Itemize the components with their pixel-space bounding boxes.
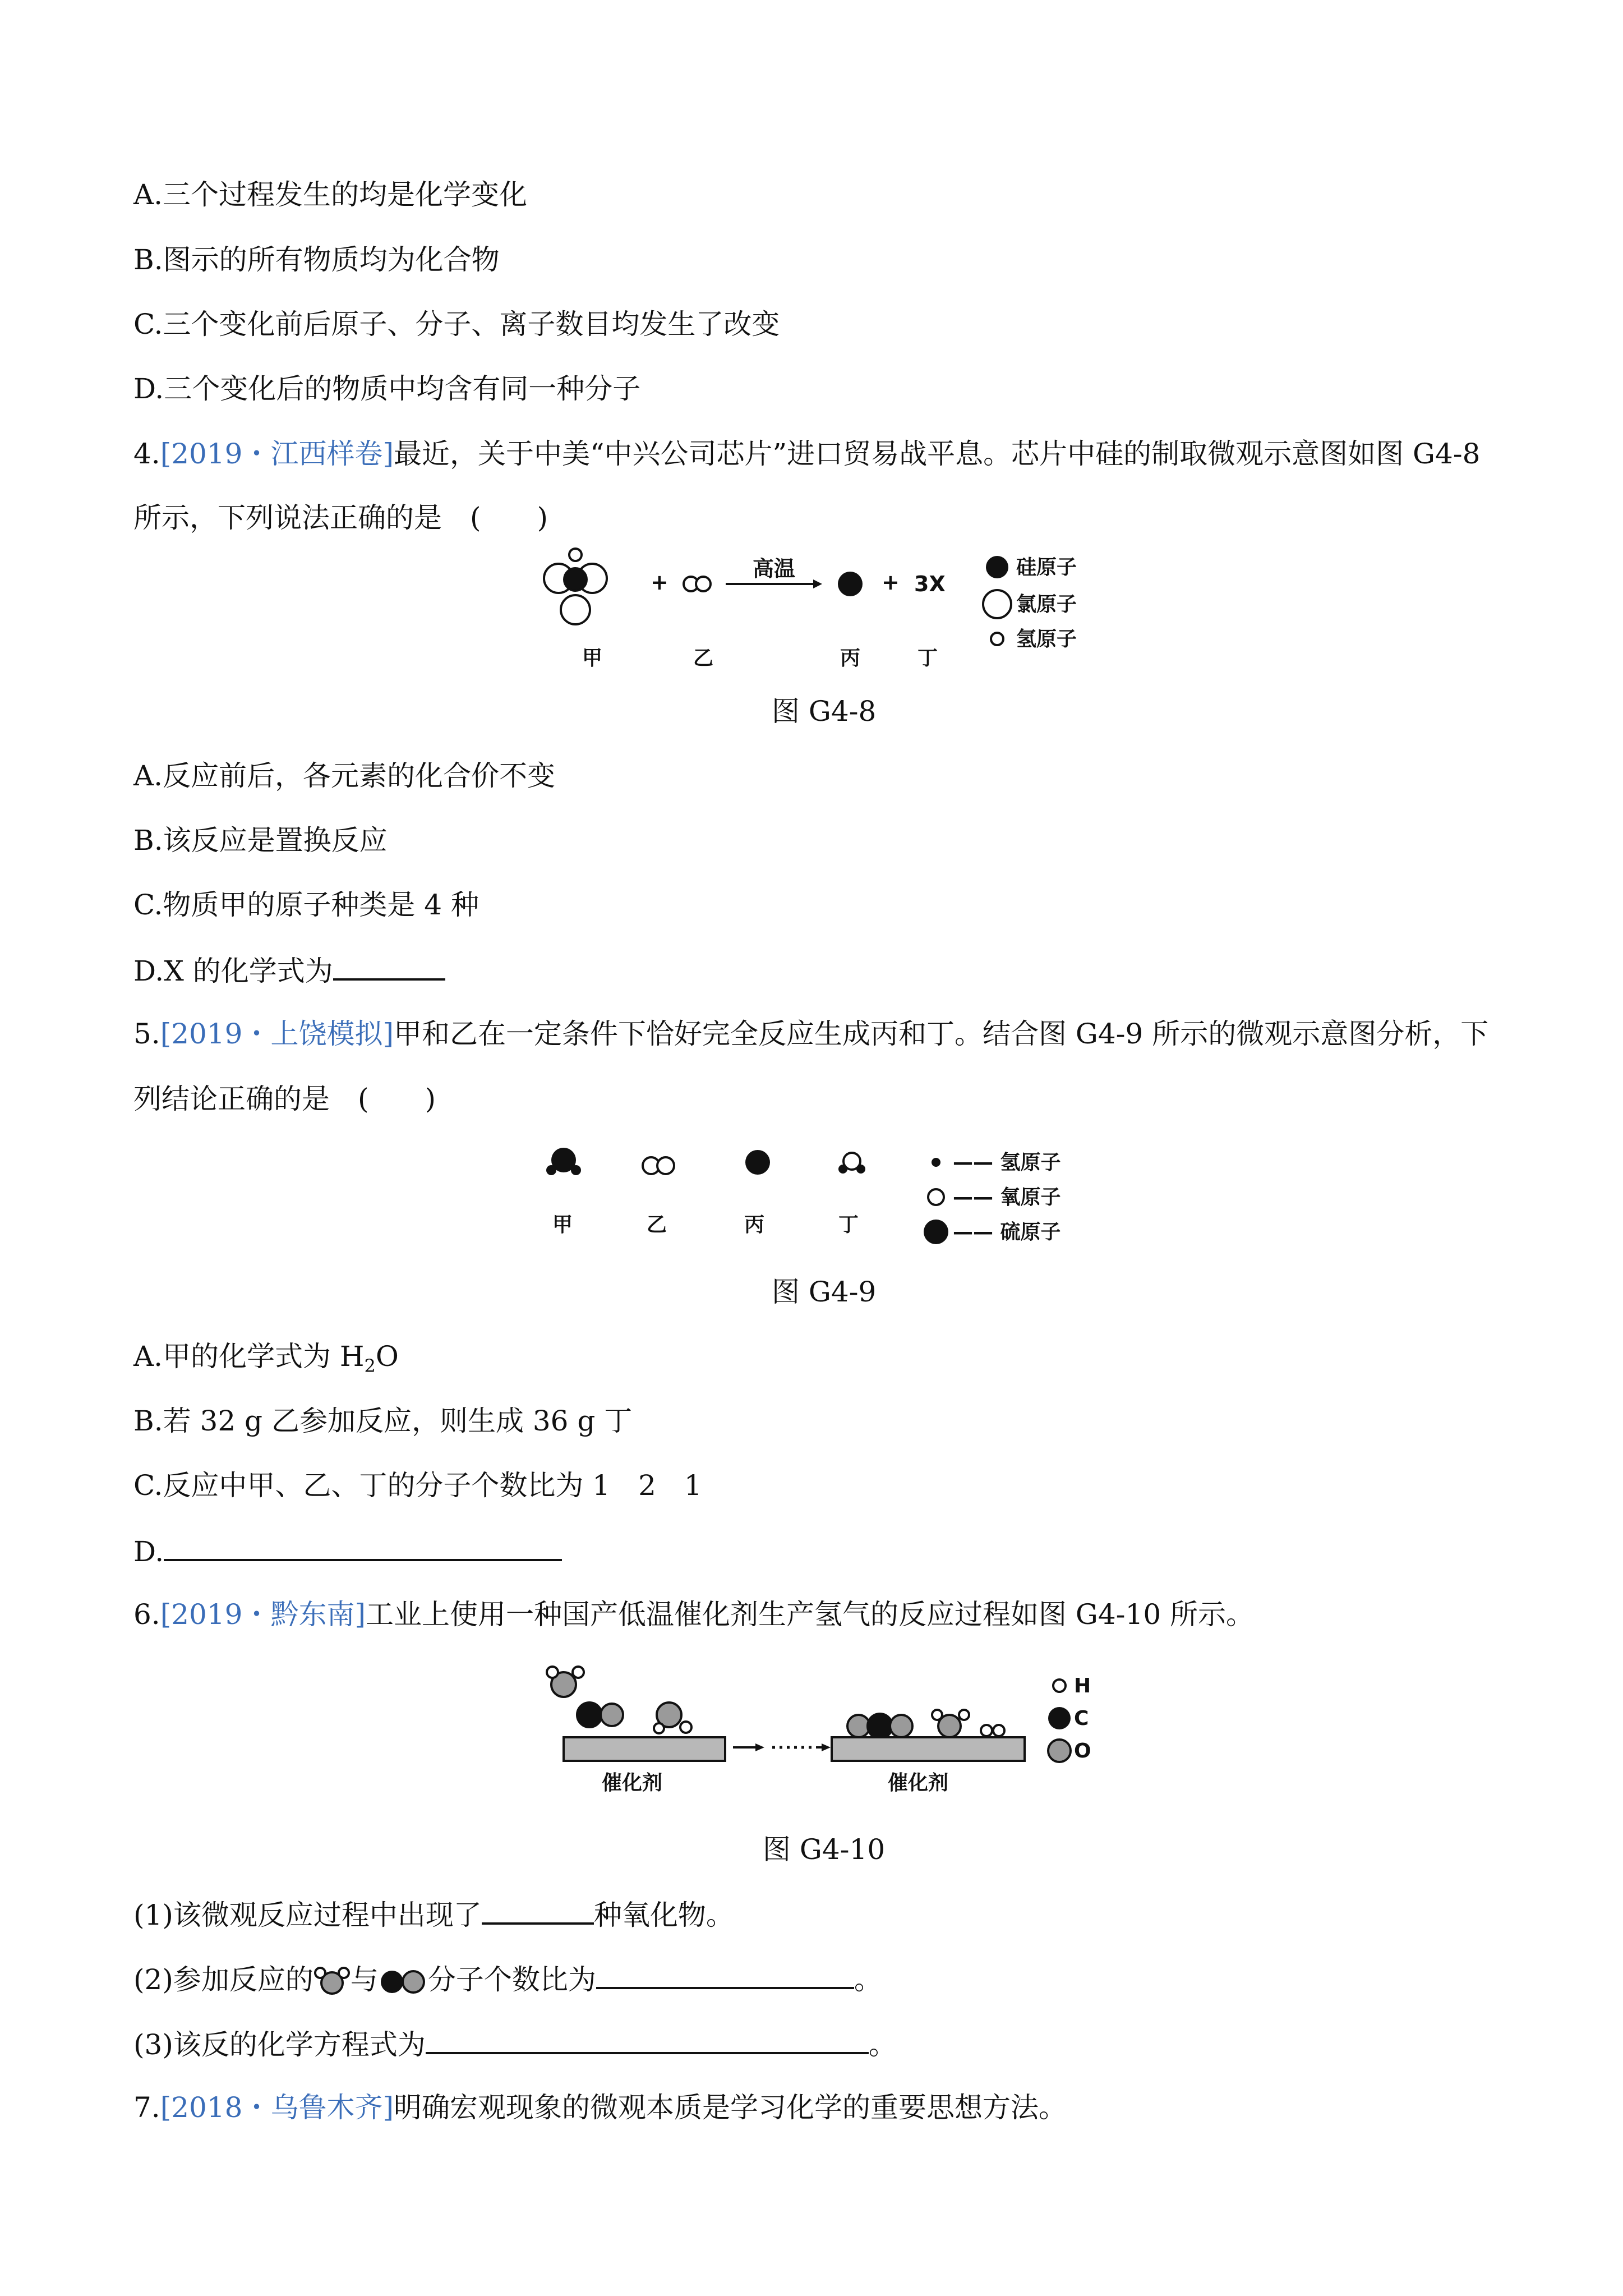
q4-option-d-text: D.X 的化学式为 (133, 955, 333, 987)
molecule-bing (838, 572, 863, 596)
catalyst-plate-right (832, 1737, 1025, 1761)
caption-g4-9: 图 G4-9 (772, 1276, 877, 1308)
answer-blank[interactable] (482, 1897, 594, 1925)
legend-o-icon (1048, 1740, 1071, 1762)
q6-number: 6. (133, 1598, 160, 1631)
label-jia: 甲 (552, 1213, 573, 1236)
q6-part1-suffix: 种氧化物。 (593, 1899, 734, 1931)
molecule-co-left (577, 1703, 623, 1727)
q6-source: [2019・黔东南] (160, 1598, 366, 1631)
q5-option-c: C.反应中甲、乙、丁的分子个数比为 1 2 1 (133, 1469, 702, 1502)
legend-h-icon (991, 633, 1003, 645)
q4-source: [2019・江西样卷] (160, 438, 394, 470)
q4-stem-line2: 所示，下列说法正确的是 ( ) (133, 501, 548, 534)
q4-stem-text: 最近，关于中美“中兴公司芯片”进口贸易战平息。芯片中硅的制取微观示意图如图 G4-8 (393, 438, 1481, 470)
label-ding: 丁 (917, 647, 938, 670)
q6-part2-end: 。 (854, 1963, 882, 1996)
q4-option-d (133, 953, 445, 988)
caption-g4-10: 图 G4-10 (763, 1833, 886, 1866)
legend-h-label: 氢原子 (1016, 628, 1077, 651)
legend-c-icon (1048, 1707, 1071, 1729)
legend-o-label: O (1074, 1740, 1091, 1763)
molecule-jia (546, 1148, 581, 1175)
legend-si-icon (986, 556, 1008, 578)
molecule-yi (684, 577, 711, 591)
q6-part2-suffix: 分子个数比为 (427, 1963, 596, 1996)
q4-option-a: A.反应前后，各元素的化合价不变 (133, 760, 556, 792)
water-molecule-icon (313, 1966, 351, 1998)
q5-option-d (133, 1533, 562, 1568)
molecule-yi (643, 1157, 674, 1174)
q7-number: 7. (133, 2091, 160, 2124)
legend-si-label: 硅原子 (1016, 556, 1077, 579)
q4-option-b: B.该反应是置换反应 (133, 824, 388, 857)
q4-number: 4. (133, 438, 160, 470)
legend-h-icon (1053, 1680, 1066, 1692)
caption-g4-8: 图 G4-8 (772, 695, 877, 728)
q6-part2-mid: 与 (350, 1963, 379, 1996)
molecule-h2-right (981, 1725, 1004, 1736)
q5-option-a-text: A.甲的化学式为 H (133, 1340, 365, 1373)
q6-part3-prefix: (3)该反的化学方程式为 (133, 2028, 426, 2061)
co-molecule-icon (379, 1968, 428, 1996)
legend-s-icon (924, 1220, 948, 1244)
q3-option-d: D.三个变化后的物质中均含有同一种分子 (133, 372, 641, 405)
q4-stem-line1 (133, 437, 1480, 471)
catalyst-label-right: 催化剂 (888, 1772, 949, 1795)
legend-h-icon (932, 1158, 940, 1167)
molecule-oh-left (654, 1703, 691, 1733)
label-yi: 乙 (647, 1213, 667, 1236)
label-ding: 丁 (838, 1213, 859, 1236)
q6-stem (133, 1598, 1254, 1631)
molecule-h2o-top (547, 1667, 584, 1697)
process-arrow (733, 1743, 831, 1751)
q7-source: [2018・乌鲁木齐] (160, 2091, 394, 2124)
q3-option-b: B.图示的所有物质均为化合物 (133, 243, 500, 276)
q6-part2-prefix: (2)参加反应的 (133, 1963, 313, 1996)
molecule-co2-right (847, 1714, 912, 1738)
q6-part1-prefix: (1)该微观反应过程中出现了 (133, 1899, 482, 1931)
answer-blank[interactable] (596, 1961, 854, 1989)
q5-option-a-suffix: O (375, 1340, 399, 1373)
q6-part2 (133, 1961, 882, 1998)
subscript-2: 2 (364, 1355, 376, 1377)
q5-option-a (133, 1340, 399, 1383)
legend-cl-label: 氯原子 (1016, 593, 1077, 616)
plus-sign-2: + (882, 570, 900, 595)
catalyst-label-left: 催化剂 (602, 1772, 663, 1795)
q5-option-b: B.若 32 g 乙参加反应，则生成 36 g 丁 (133, 1405, 633, 1437)
figure-g4-8 (533, 547, 1110, 682)
q5-source: [2019・上饶模拟] (160, 1018, 394, 1050)
q6-stem-text: 工业上使用一种国产低温催化剂生产氢气的反应过程如图 G4-10 所示。 (365, 1598, 1255, 1631)
label-jia: 甲 (582, 647, 603, 670)
q3-option-a: A.三个过程发生的均是化学变化 (133, 178, 528, 211)
legend-h-label: H (1074, 1674, 1091, 1697)
molecule-jia (544, 549, 607, 624)
q7-stem (133, 2091, 1067, 2124)
plus-sign-1: + (651, 570, 668, 595)
q5-number: 5. (133, 1018, 160, 1050)
arrow-condition-label: 高温 (753, 556, 796, 581)
legend-h-label: —— 氢原子 (953, 1151, 1061, 1174)
molecule-bing (745, 1150, 770, 1175)
q5-option-d-text: D. (133, 1535, 164, 1568)
legend-cl-icon (983, 590, 1011, 618)
legend-s-label: —— 硫原子 (953, 1221, 1061, 1244)
answer-blank[interactable] (333, 953, 445, 981)
q6-part3-end: 。 (868, 2028, 897, 2061)
molecule-oh-right (932, 1710, 969, 1737)
q6-part1 (133, 1897, 734, 1932)
molecule-ding (838, 1153, 865, 1174)
answer-blank[interactable] (426, 2026, 869, 2054)
legend-c-label: C (1074, 1707, 1089, 1730)
answer-blank[interactable] (164, 1533, 562, 1561)
q5-stem-text: 甲和乙在一定条件下恰好完全反应生成丙和丁。结合图 G4-9 所示的微观示意图分析，下 (393, 1018, 1489, 1050)
label-bing: 丙 (744, 1213, 765, 1236)
legend-o-icon (928, 1189, 944, 1205)
q3-option-c: C.三个变化前后原子、分子、离子数目均发生了改变 (133, 308, 780, 341)
q5-stem-line2: 列结论正确的是 ( ) (133, 1083, 436, 1115)
label-yi: 乙 (693, 647, 714, 670)
label-bing: 丙 (840, 647, 861, 670)
figure-g4-10 (536, 1652, 1108, 1803)
product-3x: 3X (914, 572, 946, 596)
figure-g4-9 (536, 1139, 1108, 1251)
q7-stem-text: 明确宏观现象的微观本质是学习化学的重要思想方法。 (393, 2091, 1067, 2124)
q6-part3 (133, 2026, 897, 2062)
legend-o-label: —— 氧原子 (953, 1186, 1061, 1209)
q4-option-c: C.物质甲的原子种类是 4 种 (133, 889, 479, 921)
q5-stem-line1 (133, 1017, 1488, 1051)
catalyst-plate-left (564, 1737, 725, 1761)
